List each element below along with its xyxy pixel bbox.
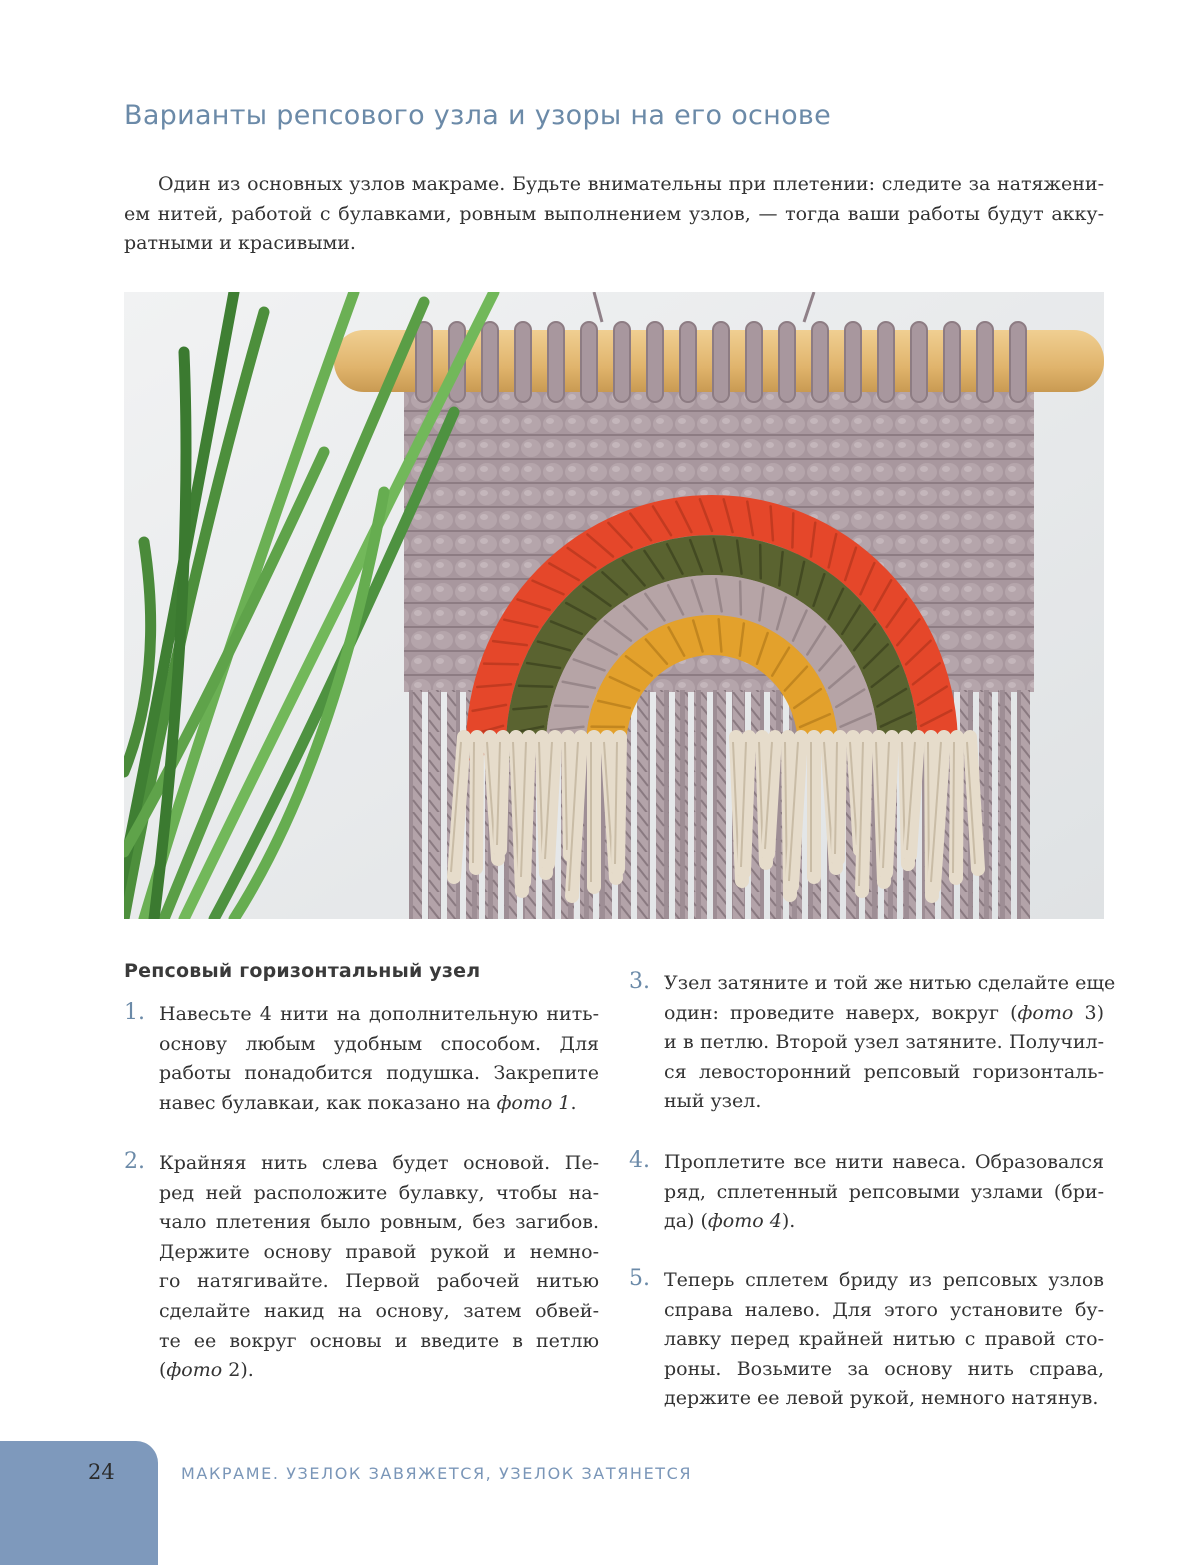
rod-loop [482,322,498,402]
text-fragment: ). [781,1210,796,1233]
text-fragment: навес булавкаи, как показано на [159,1091,497,1114]
rod-loop [647,322,663,402]
page-heading: Варианты репсового узла и узоры на его основе [124,100,832,131]
text-fragment: 3) [1073,1001,1105,1024]
intro-paragraph [124,170,1104,259]
rod-loop [845,322,861,402]
step-line: Крайняя нить слева будет основой. Пе- [159,1152,599,1174]
cord-strand [637,690,650,919]
section-subheading: Репсовый горизонтальный узел [124,960,481,982]
rod-loop [713,322,729,402]
text-fragment: 2). [222,1359,254,1382]
cord-strand [998,690,1011,919]
rod-loop [812,322,828,402]
step-text [664,969,1116,1117]
step-line: сделайте накид на основу, затем обвей- [159,1299,599,1322]
step-line: держите ее левой рукой, немного натянув. [664,1387,1099,1410]
step-line: ный узел. [664,1090,762,1113]
cord-strand [675,690,688,919]
tassel-shadow [473,742,474,863]
cord-strand [409,690,422,919]
arc-twist-line [555,706,588,707]
intro-line: ем нитей, работой с булавками, ровным выполнением узлов, — тогда ваши работы будут акку- [124,202,1104,225]
step-number: 4. [629,1148,650,1173]
tassel-strand [618,737,620,869]
tassel-shadow [953,742,954,873]
arc-twist-line [484,664,518,665]
step-line: роны. Возьмите за основу нить справа, [664,1357,1104,1380]
text-fragment: . [570,1091,577,1114]
step-line [159,1089,599,1119]
step-line: основу любым удобным способом. Для [159,1032,599,1055]
rod-loop [746,322,762,402]
step-line: го натягивайте. Первой рабочей нитью [159,1270,599,1293]
step-line: Держите основу правой рукой и немно- [159,1240,599,1263]
rod-loop [944,322,960,402]
cord-strand [713,690,726,919]
step-number: 5. [629,1266,650,1291]
arc-twist-line [519,686,552,687]
step-line [159,1356,599,1386]
photo-reference: фото 4 [707,1210,782,1233]
step-text [159,1000,599,1118]
step-text [664,1266,1104,1414]
step-line: лавку перед крайней нитью с правой сто- [664,1328,1104,1351]
photo-reference: фото [166,1359,223,1382]
step-line: ред ней расположите булавку, чтобы на- [159,1181,599,1204]
running-title: МАКРАМЕ. УЗЕЛОК ЗАВЯЖЕТСЯ, УЗЕЛОК ЗАТЯНЕТСЯ [181,1464,693,1483]
footer-tab [0,1441,158,1565]
arc-twist-line [740,582,741,615]
tassel-strand [476,737,477,868]
step-line: чало плетения было ровным, без загибов. [159,1211,599,1234]
rod-loop [878,322,894,402]
step-line: ряд, сплетенный репсовыми узлами (бри- [664,1180,1104,1203]
step-line: ся левосторонний репсовый горизонталь- [664,1060,1104,1083]
cord-strand [656,690,669,919]
step-line: справа налево. Для этого установите бу- [664,1298,1104,1321]
rod-loop [515,322,531,402]
cord-strand [694,690,707,919]
step-line: работы понадобится подушка. Закрепите [159,1062,599,1085]
cord-strand [428,690,441,919]
rod-loop [416,322,432,402]
step-number: 3. [629,969,650,994]
text-fragment: один: проведите наверх, вокруг ( [664,1001,1018,1024]
text-fragment: ( [159,1359,167,1382]
rod-loop [977,322,993,402]
step-line: Узел затяните и той же нитью сделайте еще [664,972,1116,994]
tassel-strand [838,737,840,859]
step-line: Теперь сплетем бриду из репсовых узлов [664,1269,1104,1291]
step-text [159,1149,599,1386]
rod-loop [911,322,927,402]
step-line: и в петлю. Второй узел затяните. Получил- [664,1031,1104,1054]
step-line: Навесьте 4 нити на дополнительную нить- [159,1003,599,1025]
rod-loop [1010,322,1026,402]
page-number: 24 [88,1460,115,1484]
rod-loop [548,322,564,402]
step-line [664,1207,1104,1237]
photo-reference: фото 1 [496,1091,571,1114]
photo-reference: фото [1017,1001,1074,1024]
photo-illustration [124,292,1104,919]
macrame-rainbow-photo [124,292,1104,919]
intro-line: ратными и красивыми. [124,232,356,254]
step-line: Проплетите все нити навеса. Образовался [664,1151,1104,1173]
step-text [664,1148,1104,1237]
step-number: 1. [124,1000,145,1025]
arc-twist-line [792,513,793,547]
rod-loop [680,322,696,402]
intro-line: Один из основных узлов макраме. Будьте внимательны при плетении: следите за натяжени- [158,173,1104,195]
step-line [664,999,1104,1029]
arc-twist-line [760,545,761,578]
cord-strand [1017,690,1030,919]
step-number: 2. [124,1149,145,1174]
text-fragment: да) ( [664,1210,708,1233]
rod-loop [779,322,795,402]
tassel-strand [956,737,957,878]
rod-loop [614,322,630,402]
rod-loop [581,322,597,402]
step-line: те ее вокруг основы и введите в петлю [159,1329,599,1352]
